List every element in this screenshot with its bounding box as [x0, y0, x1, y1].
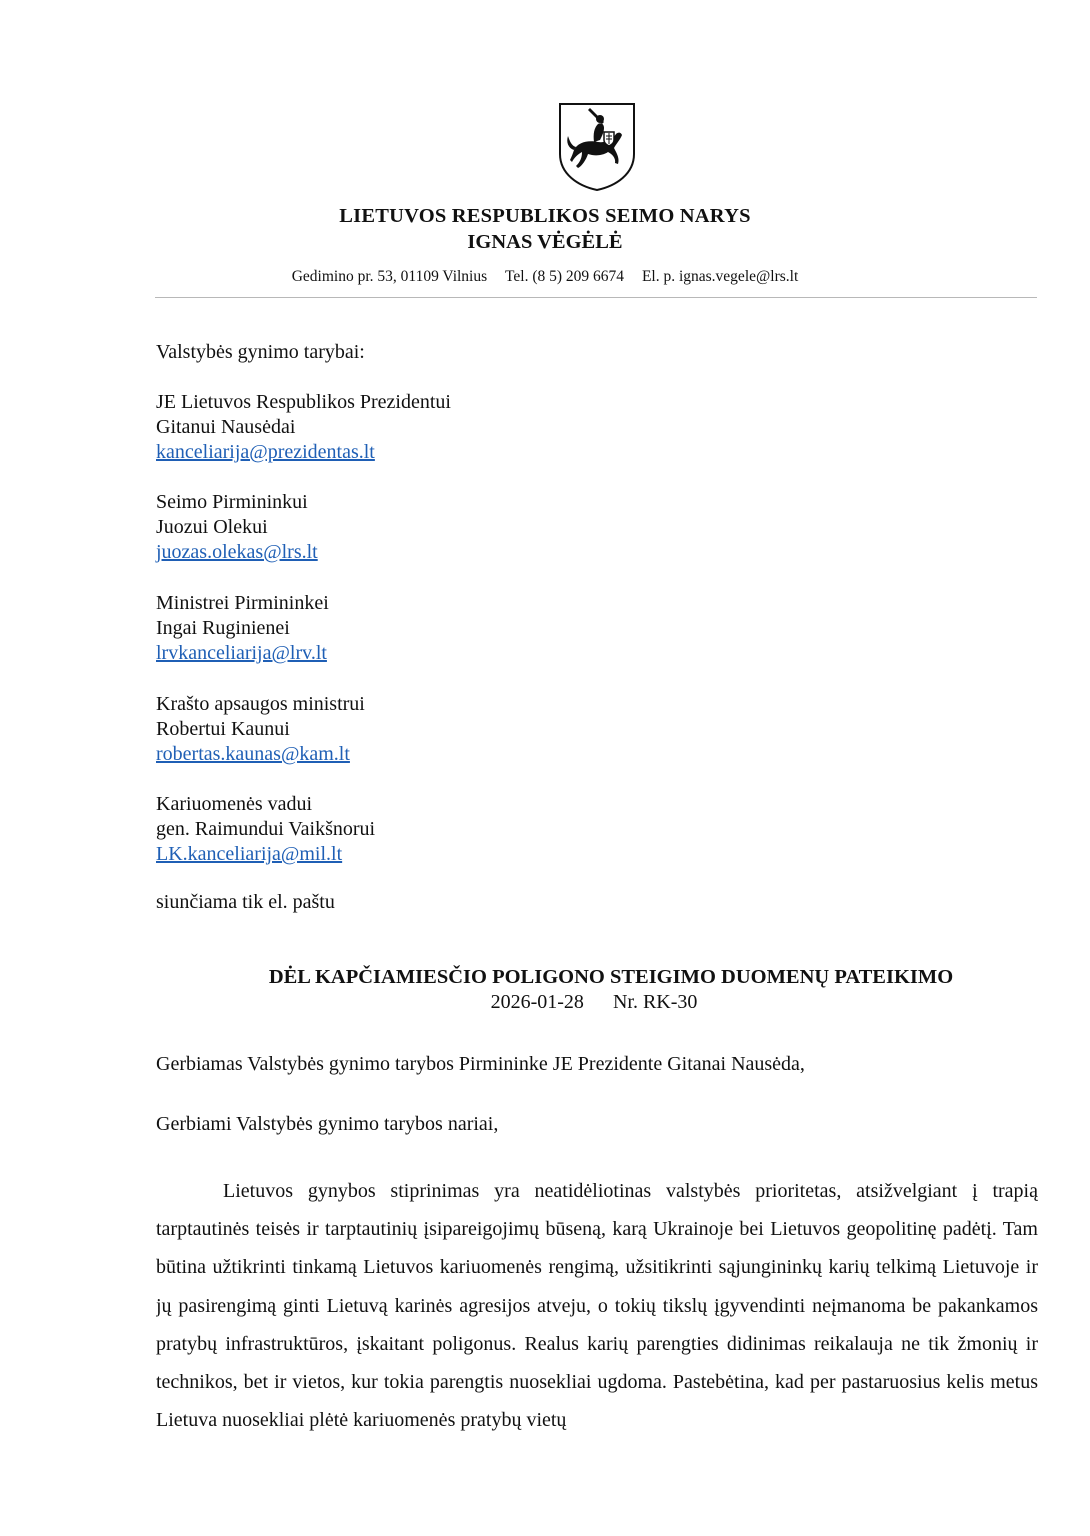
header-divider	[155, 297, 1037, 298]
recipients-heading: Valstybės gynimo tarybai:	[156, 341, 365, 363]
coat-of-arms-icon	[558, 102, 636, 192]
recipient-block	[156, 591, 329, 666]
recipient-email-link[interactable]: juozas.olekas@lrs.lt	[156, 541, 318, 563]
salutation-chairman: Gerbiamas Valstybės gynimo tarybos Pirmininke JE Prezidente Gitanai Nausėda,	[156, 1053, 805, 1075]
recipient-block	[156, 490, 318, 565]
recipient-email-link[interactable]: LK.kanceliarija@mil.lt	[156, 843, 343, 865]
recipient-block	[156, 692, 365, 767]
sender-email: El. p. ignas.vegele@lrs.lt	[641, 268, 799, 285]
recipient-role: Krašto apsaugos ministrui	[156, 693, 365, 715]
recipient-block	[156, 792, 375, 867]
recipient-block	[156, 390, 451, 465]
recipient-role: Kariuomenės vadui	[156, 793, 313, 815]
recipient-email-link[interactable]: robertas.kaunas@kam.lt	[156, 743, 350, 765]
sender-contacts	[0, 268, 1090, 286]
recipient-role: Seimo Pirmininkui	[156, 491, 308, 513]
recipient-name: Ingai Ruginienei	[156, 617, 290, 639]
body-paragraph: Lietuvos gynybos stiprinimas yra neatidėliotinas valstybės prioritetas, atsižvelgiant į trapią tarptautinės teisės ir tarptautinių įsipareigojimų būseną, karą Ukrainoje bei Lietuvos geopolitinę padėtį. Tam būtina užtikrinti tinkamą Lietuvos kariuomenės rengimą, užsitikrinti sąjungininkų karių telkimą Lietuvoje ir jų pasirengimą ginti Lietuvą karinės agresijos atveju, o tokių tikslų įgyvendinti neįmanoma be pakankamos pratybų infrastruktūros, įskaitant poligonus. Realus karių parengties didinimas reikalauja ne tik žmonių ir technikos, bet ir vietos, kur tokia parengtis nuosekliai ugdoma. Pastebėtina, kad per pastaruosius kelis metus Lietuva nuosekliai plėtė kariuomenės pratybų vietų	[156, 1180, 1038, 1432]
letter-subject: DĖL KAPČIAMIESČIO POLIGONO STEIGIMO DUOMENŲ PATEIKIMO	[268, 966, 954, 988]
salutation-members: Gerbiami Valstybės gynimo tarybos nariai,	[156, 1113, 499, 1135]
recipient-role: Ministrei Pirmininkei	[156, 592, 329, 614]
letter-reference	[0, 991, 1090, 1014]
recipient-email-link[interactable]: lrvkanceliarija@lrv.lt	[156, 642, 327, 664]
sender-address: Gedimino pr. 53, 01109 Vilnius	[291, 268, 488, 285]
recipient-name: Gitanui Nausėdai	[156, 416, 296, 438]
recipient-role: JE Lietuvos Respublikos Prezidentui	[156, 391, 451, 413]
recipient-name: Robertui Kaunui	[156, 718, 290, 740]
sender-phone: Tel. (8 5) 209 6674	[505, 268, 625, 285]
recipient-email-link[interactable]: kanceliarija@prezidentas.lt	[156, 441, 375, 463]
letter-date: 2026-01-28	[490, 991, 584, 1013]
sender-title: LIETUVOS RESPUBLIKOS SEIMO NARYS	[339, 205, 751, 227]
delivery-note: siunčiama tik el. paštu	[156, 891, 335, 913]
letter-number: Nr. RK-30	[612, 991, 698, 1013]
recipient-name: gen. Raimundui Vaikšnorui	[156, 818, 376, 840]
recipient-name: Juozui Olekui	[156, 516, 268, 538]
sender-name: IGNAS VĖGĖLĖ	[467, 231, 623, 253]
